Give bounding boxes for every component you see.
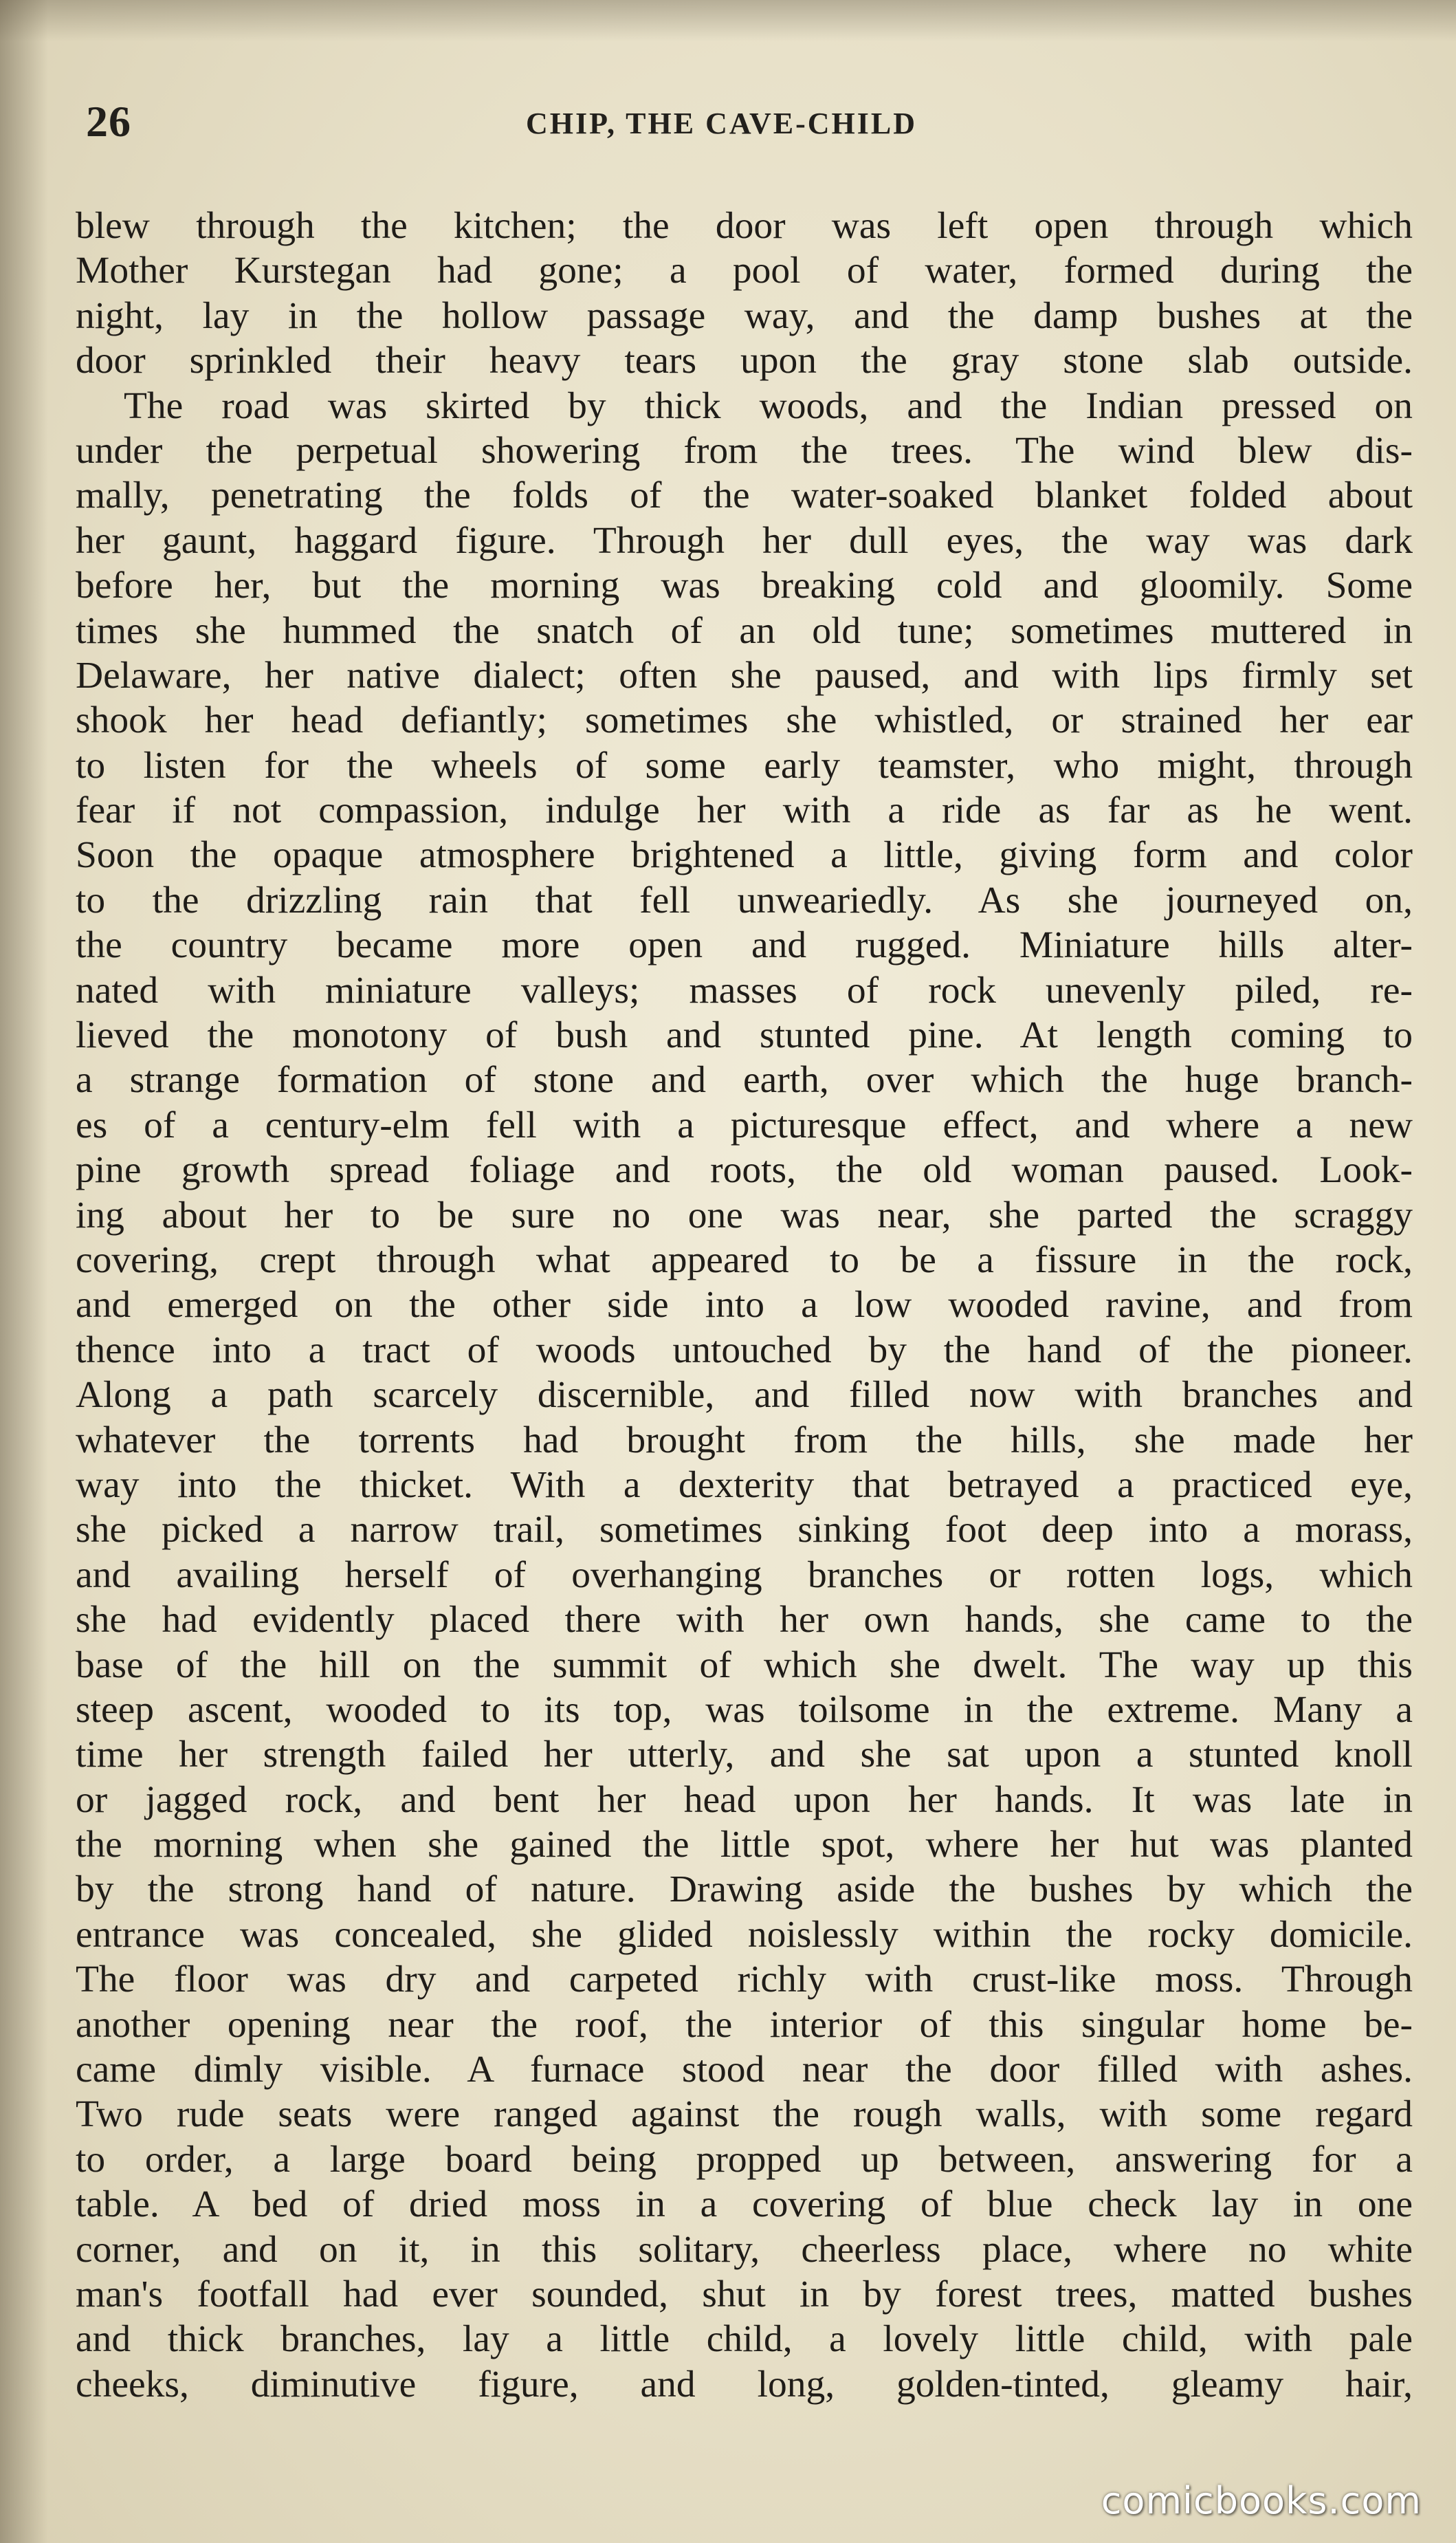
text-line: came dimly visible. A furnace stood near the door filled with ashes. xyxy=(76,2049,1413,2091)
text-line: thence into a tract of woods untouched by the hand of the pioneer. xyxy=(76,1329,1413,1371)
text-line: and emerged on the other side into a low wooded ravine, and from xyxy=(76,1284,1413,1327)
text-line: a strange formation of stone and earth, over which the huge branch- xyxy=(76,1059,1413,1102)
text-line: shook her head defiantly; sometimes she whistled, or strained her ear xyxy=(76,699,1413,742)
text-line: Soon the opaque atmosphere brightened a little, giving form and color xyxy=(76,834,1413,877)
text-line: the country became more open and rugged. Miniature hills alter- xyxy=(76,924,1413,967)
page-number: 26 xyxy=(86,97,131,146)
text-line: Delaware, her native dialect; often she paused, and with lips firmly set xyxy=(76,654,1413,697)
text-line: to the drizzling rain that fell unweariedly. As she journeyed on, xyxy=(76,879,1413,921)
text-line: by the strong hand of nature. Drawing aside the bushes by which the xyxy=(76,1868,1413,1911)
text-line: corner, and on it, in this solitary, cheerless place, where no white xyxy=(76,2228,1413,2271)
text-line: Two rude seats were ranged against the rough walls, with some regard xyxy=(76,2093,1413,2136)
text-line: nated with miniature valleys; masses of rock unevenly piled, re- xyxy=(76,969,1413,1012)
text-line: entrance was concealed, she glided noislessly within the rocky domicile. xyxy=(76,1913,1413,1956)
text-line: door sprinkled their heavy tears upon the gray stone slab outside. xyxy=(76,340,1413,382)
text-line: base of the hill on the summit of which she dwelt. The way up this xyxy=(76,1644,1413,1686)
text-line: times she hummed the snatch of an old tune; sometimes muttered in xyxy=(76,609,1413,652)
text-line: to order, a large board being propped up between, answering for a xyxy=(76,2138,1413,2181)
page-header xyxy=(86,96,1416,151)
text-line: and thick branches, lay a little child, a lovely little child, with pale xyxy=(76,2318,1413,2361)
text-line: her gaunt, haggard figure. Through her dull eyes, the way was dark xyxy=(76,519,1413,562)
text-line: covering, crept through what appeared to be a fissure in the rock, xyxy=(76,1238,1413,1281)
running-title: CHIP, THE CAVE-CHILD xyxy=(526,107,917,140)
text-line: lieved the monotony of bush and stunted pine. At length coming to xyxy=(76,1014,1413,1057)
body-text xyxy=(76,204,1413,2407)
text-line: and availing herself of overhanging branches or rotten logs, which xyxy=(76,1553,1413,1596)
text-line: mally, penetrating the folds of the water-soaked blanket folded about xyxy=(76,474,1413,517)
text-line: whatever the torrents had brought from the hills, she made her xyxy=(76,1419,1413,1461)
page-edge-shadow xyxy=(0,0,48,2543)
site-watermark: comicbooks.com xyxy=(1101,2479,1422,2522)
text-line: ing about her to be sure no one was near, she parted the scraggy xyxy=(76,1194,1413,1236)
page-top-shadow xyxy=(0,0,1456,41)
text-line: table. A bed of dried moss in a covering of blue check lay in one xyxy=(76,2183,1413,2226)
text-line: steep ascent, wooded to its top, was toilsome in the extreme. Many a xyxy=(76,1688,1413,1731)
text-line: under the perpetual showering from the trees. The wind blew dis- xyxy=(76,429,1413,472)
text-line: fear if not compassion, indulge her with a ride as far as he went. xyxy=(76,789,1413,832)
text-line: time her strength failed her utterly, and she sat upon a stunted knoll xyxy=(76,1734,1413,1776)
text-line: Mother Kurstegan had gone; a pool of water, formed during the xyxy=(76,250,1413,292)
text-line: The road was skirted by thick woods, and the Indian pressed on xyxy=(124,384,1413,427)
text-line: man's footfall had ever sounded, shut in by forest trees, matted bushes xyxy=(76,2273,1413,2315)
text-line: pine growth spread foliage and roots, the old woman paused. Look- xyxy=(76,1149,1413,1192)
text-line: to listen for the wheels of some early teamster, who might, through xyxy=(76,744,1413,787)
text-line: before her, but the morning was breaking cold and gloomily. Some xyxy=(76,565,1413,607)
text-line: the morning when she gained the little spot, where her hut was planted xyxy=(76,1824,1413,1866)
text-line: or jagged rock, and bent her head upon her hands. It was late in xyxy=(76,1778,1413,1821)
text-line: way into the thicket. With a dexterity that betrayed a practiced eye, xyxy=(76,1463,1413,1506)
text-line: blew through the kitchen; the door was left open through which xyxy=(76,205,1413,247)
text-line: she picked a narrow trail, sometimes sinking foot deep into a morass, xyxy=(76,1509,1413,1551)
text-line: night, lay in the hollow passage way, and the damp bushes at the xyxy=(76,294,1413,337)
text-line: Along a path scarcely discernible, and filled now with branches and xyxy=(76,1374,1413,1417)
text-line: she had evidently placed there with her own hands, she came to the xyxy=(76,1599,1413,1641)
text-line: another opening near the roof, the interior of this singular home be- xyxy=(76,2003,1413,2046)
text-line: The floor was dry and carpeted richly with crust-like moss. Through xyxy=(76,1958,1413,2001)
text-line: es of a century-elm fell with a picturesque effect, and where a new xyxy=(76,1104,1413,1146)
text-line: cheeks, diminutive figure, and long, golden-tinted, gleamy hair, xyxy=(76,2363,1413,2405)
